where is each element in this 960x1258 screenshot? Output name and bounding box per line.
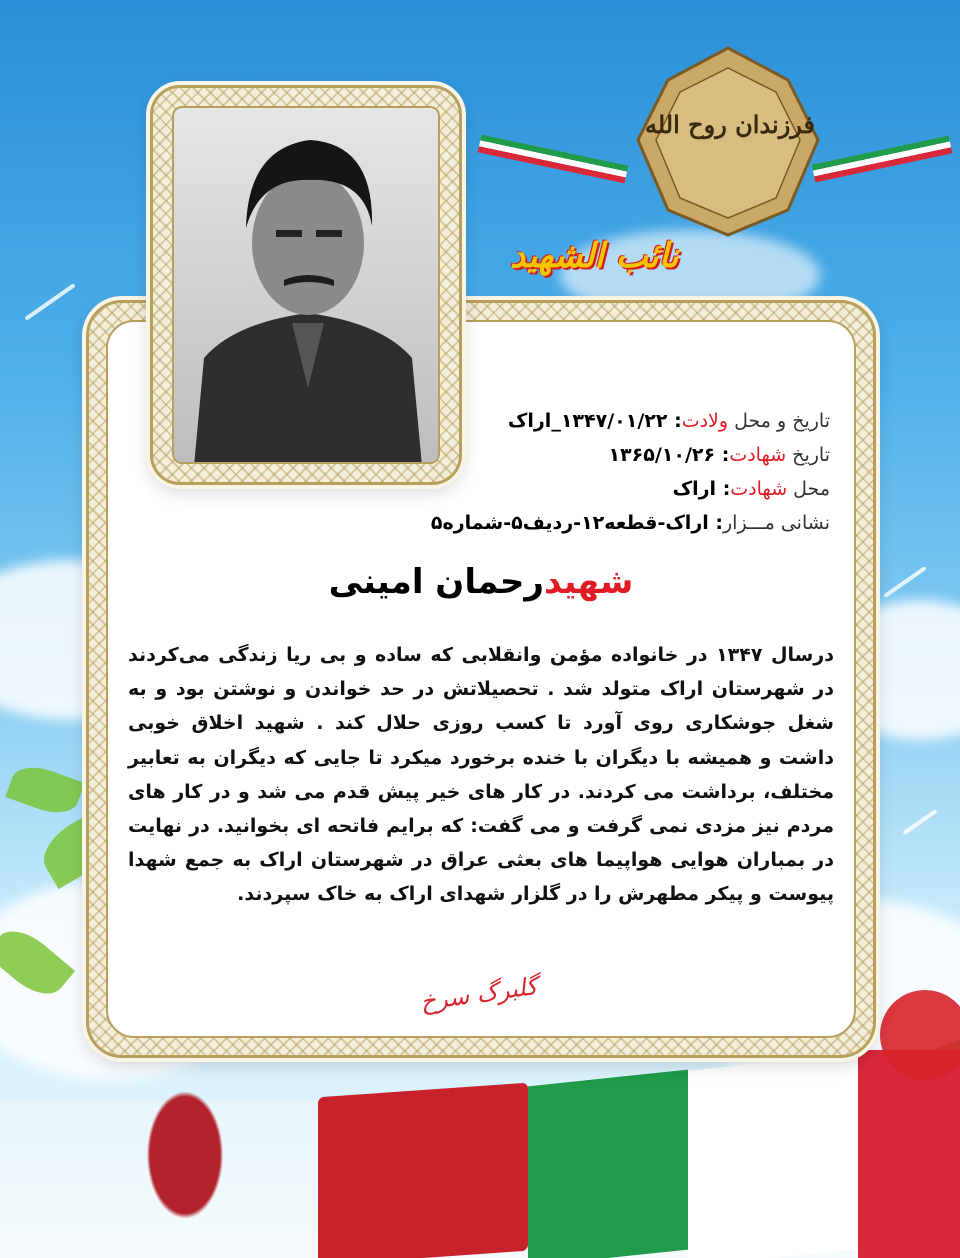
birth-info <box>508 410 830 432</box>
title-name: رحمان امینی <box>328 562 544 602</box>
grave-info <box>431 512 830 534</box>
biography <box>128 638 834 912</box>
death-place-value: : اراک <box>672 478 731 500</box>
signature-logo: گلبرگ سرخ <box>418 971 540 1017</box>
death-date-label-red: شهادت <box>729 444 787 466</box>
calligraphy-emblem <box>618 40 838 240</box>
death-date-label: تاریخ <box>786 444 830 466</box>
death-date-value: : ۱۳۶۵/۱۰/۲۶ <box>608 444 730 466</box>
death-place-label: محل <box>787 478 830 500</box>
calligraphy-text: فرزندان روح الله <box>644 110 816 139</box>
naeb-shahid-badge: نائب الشهید <box>510 236 679 276</box>
martyrdom-date <box>608 444 830 466</box>
biography-text: درسال ۱۳۴۷ در خانواده مؤمن وانقلابی که ساده و بی ریا زندگی می‌کردند در شهرستان اراک متولد شد . تحصیلاتش در حد خواندن و نوشتن بود و به شغل جوشکاری روی آورد تا کسب روزی حلال کند . شهید اخلاق خوبی داشت و همیشه با دیگران با خنده برخورد میکرد تا جایی که دیگران به تعابیر مختلف، برداشت می کردند. در کار های خیر پیش قدم می شد و در کار های مردم نیز مزدی نمی گرفت و می گفت: که برایم فاتحه ای بخوانید. در نهایت در بمباران هوایی هواپیما های بعثی عراق در شهرستان اراک به جمع شهدا پیوست و پیکر مطهرش را در گلزار شهدای اراک به خاک سپردند. <box>128 644 834 906</box>
title-prefix: شهید <box>543 562 634 602</box>
martyr-name-title <box>106 562 856 602</box>
grave-label: نشانی مـــزار <box>722 512 830 534</box>
portrait-photo <box>172 106 440 464</box>
portrait-image <box>174 108 440 464</box>
death-place-label-red: شهادت <box>730 478 788 500</box>
birth-label-red: ولادت <box>681 410 729 432</box>
birth-value: : ۱۳۴۷/۰۱/۲۲_اراک <box>507 410 682 432</box>
birth-label: تاریخ و محل <box>728 410 830 432</box>
martyrdom-place <box>673 478 830 500</box>
grave-value: : اراک-قطعه۱۲-ردیف۵-شماره۵ <box>430 512 723 534</box>
